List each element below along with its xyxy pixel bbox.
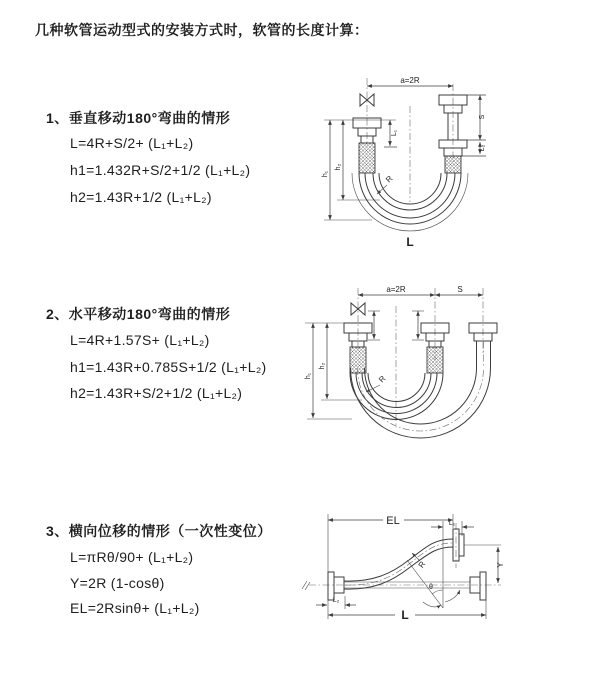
d2-dim-fitting-middle [412,311,424,340]
d3-label-radius: R [416,559,428,570]
diagram-vertical-180-bend [300,70,600,266]
d1-label-l1: L₁ [391,129,398,137]
d2-label-radius: R [377,374,388,385]
d3-label-l1: L₁ [448,520,456,527]
braided-hose-section [359,143,375,173]
braided-hose-section [427,347,443,373]
diagram-horizontal-180-bend [300,278,600,458]
braided-hose-section [350,347,366,373]
section-3-heading: 3、横向位移的情形（一次性变位） [46,523,272,539]
d2-label-a2r: a=2R [386,285,406,294]
section-1-formula-h1: h1=1.432R+S/2+1/2 (L₁+L₂) [70,162,251,178]
section-2-heading: 2、水平移动180°弯曲的情形 [46,306,231,322]
d2-label-s: S [457,285,463,294]
section-1-heading: 1、垂直移动180°弯曲的情形 [46,110,231,126]
d2-hose-loop-position-b [351,368,491,438]
d1-dim-l1 [384,120,398,147]
d3-dim-el [328,514,453,619]
section-2-formula-length: L=4R+1.57S+ (L₁+L₂) [70,332,210,348]
d3-dim-l2 [316,596,356,609]
d2-dim-a2r [358,285,435,295]
d1-dim-l2 [479,142,486,154]
d3-label-theta: θ [429,584,433,591]
section-1-formula-length: L=4R+S/2+ (L₁+L₂) [70,135,194,151]
d3-break-symbol [302,581,310,590]
braided-hose-section [445,156,461,173]
section-2-formula-h1: h1=1.43R+0.785S+1/2 (L₁+L₂) [70,359,267,375]
d3-left-flange [328,572,344,600]
section-2-formula-h2: h2=1.43R+S/2+1/2 (L₁+L₂) [70,385,243,401]
page-title: 几种软管运动型式的安装方式时，软管的长度计算： [35,22,369,38]
d1-label-h2: h₂ [335,163,342,171]
d1-left-fitting [353,118,381,173]
d3-elevated-flange [453,523,464,568]
d2-centerlines [358,288,483,428]
diagram-lateral-displacement [295,498,600,658]
d3-s-curve-hose [344,539,453,589]
d1-dim-a2r [367,76,453,86]
d2-dim-fitting-left [368,311,380,340]
d1-label-h1: h₁ [322,170,329,178]
section-3-formula-el: EL=2Rsinθ+ (L₁+L₂) [70,600,200,616]
section-3-formula-length: L=πRθ/90+ (L₁+L₂) [70,549,194,565]
d1-label-length: L [406,235,414,249]
d3-label-el: EL [386,515,400,527]
d2-dim-s [435,285,483,295]
d1-label-s: S [479,114,486,120]
d3-angle-construction [407,560,460,608]
d3-label-l2: L₂ [332,597,340,604]
d2-dim-h1 [305,323,352,419]
d2-label-h2: h₂ [319,362,326,370]
d2-label-h1: h₁ [305,372,312,380]
d3-dim-l [328,593,486,622]
section-1-formula-h2: h2=1.43R+1/2 (L₁+L₂) [70,189,212,205]
d1-label-a2r: a=2R [400,76,420,85]
d3-right-flange [470,572,486,600]
d1-label-radius: R [384,174,395,185]
d3-label-length: L [401,608,409,622]
section-3-formula-y: Y=2R (1-cosθ) [70,575,165,591]
d3-label-y: Y [496,562,505,568]
d1-label-l2: L₂ [479,144,486,152]
